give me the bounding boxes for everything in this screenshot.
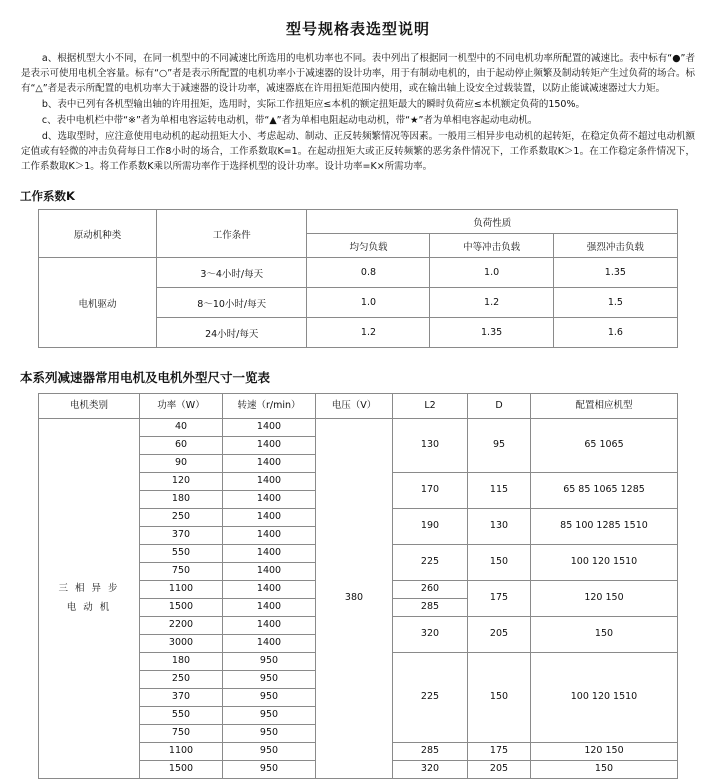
cell-power: 90 (140, 455, 223, 473)
cell-uniform: 0.8 (307, 258, 430, 288)
cell-model: 120 150 (531, 743, 678, 761)
cell-power: 750 (140, 725, 223, 743)
cell-l2: 190 (393, 509, 468, 545)
table-header-row (39, 394, 678, 419)
cell-power: 1500 (140, 599, 223, 617)
cell-l2: 285 (393, 743, 468, 761)
cell-model: 100 120 1510 (531, 653, 678, 743)
cell-power: 120 (140, 473, 223, 491)
header-d: D (468, 394, 531, 419)
cell-speed: 1400 (223, 527, 316, 545)
table-header-row (39, 210, 678, 234)
cell-power: 250 (140, 671, 223, 689)
cell-speed: 950 (223, 743, 316, 761)
paragraph-c: c、表中电机栏中带“※”者为单相电容运转电动机，带“▲”者为单相电阻起动电动机，带“★”者为单相电容起动电动机。 (41, 115, 538, 126)
cell-speed: 1400 (223, 545, 316, 563)
row-label-motor-drive: 电机驱动 (39, 258, 157, 348)
paragraph-a: a、根据机型大小不同，在同一机型中的不同减速比所选用的电机功率也不同。表中列出了根据同一机型中的不同电机功率所配置的减速比。表中标有“●”者是表示可使用电机全容量。标有“○”者是表示所配置的电机功率小于减速器的设计功率，用于有制动电机的，由于起动停止频繁及制动转矩产生过负荷的场合。标有“△”者是表示所配置的电机功率大于减速器的设计功率，减速器底在许用扭矩范围内使用，或在输出轴上设安全过载装置，以防止能诚减速器过大力矩。 (21, 53, 695, 94)
cell-speed: 1400 (223, 419, 316, 437)
cell-speed: 1400 (223, 617, 316, 635)
header-work-condition: 工作条件 (156, 210, 307, 258)
cell-power: 1500 (140, 761, 223, 779)
cell-medium: 1.0 (430, 258, 553, 288)
cell-l2: 130 (393, 419, 468, 473)
header-speed: 转速（r/min） (223, 394, 316, 419)
cell-speed: 1400 (223, 563, 316, 581)
cell-d: 150 (468, 545, 531, 581)
cell-d: 130 (468, 509, 531, 545)
cell-strong: 1.35 (553, 258, 677, 288)
cell-speed: 1400 (223, 491, 316, 509)
cell-power: 550 (140, 707, 223, 725)
cell-model: 120 150 (531, 581, 678, 617)
cell-model: 150 (531, 617, 678, 653)
cell-medium: 1.35 (430, 318, 553, 348)
cell-d: 150 (468, 653, 531, 743)
work-factor-table (38, 209, 678, 348)
header-medium-load: 中等冲击负载 (430, 234, 553, 258)
cell-d: 175 (468, 581, 531, 617)
cell-speed: 1400 (223, 509, 316, 527)
page-title: 型号规格表选型说明 (285, 20, 430, 38)
table-row (39, 419, 678, 437)
cell-power: 60 (140, 437, 223, 455)
header-uniform-load: 均匀负载 (307, 234, 430, 258)
cell-power: 1100 (140, 581, 223, 599)
cell-condition: 24小时/每天 (156, 318, 307, 348)
header-model: 配置相应机型 (531, 394, 678, 419)
cell-power: 1100 (140, 743, 223, 761)
cell-power: 180 (140, 653, 223, 671)
cell-condition: 8～10小时/每天 (156, 288, 307, 318)
header-power: 功率（W） (140, 394, 223, 419)
cell-speed: 1400 (223, 437, 316, 455)
table1-heading: 工作系数K (20, 189, 75, 203)
cell-speed: 1400 (223, 581, 316, 599)
cell-power: 3000 (140, 635, 223, 653)
header-motor-type: 电机类别 (39, 394, 140, 419)
cell-condition: 3～4小时/每天 (156, 258, 307, 288)
header-voltage: 电压（V） (316, 394, 393, 419)
cell-d: 205 (468, 617, 531, 653)
cell-d: 115 (468, 473, 531, 509)
motor-type-label-line1: 三 相 异 步 (58, 583, 120, 595)
cell-strong: 1.5 (553, 288, 677, 318)
cell-model: 65 1065 (531, 419, 678, 473)
cell-model: 65 85 1065 1285 (531, 473, 678, 509)
cell-power: 250 (140, 509, 223, 527)
cell-d: 95 (468, 419, 531, 473)
cell-model: 85 100 1285 1510 (531, 509, 678, 545)
cell-model: 150 (531, 761, 678, 779)
motor-type-label-line2: 电 动 机 (66, 601, 112, 613)
header-strong-load: 强烈冲击负载 (553, 234, 677, 258)
paragraph-b: b、表中已列有各机型输出轴的许用扭矩，选用时，实际工作扭矩应≤本机的额定扭矩最大的瞬时负荷应≤本机额定负荷的150%。 (41, 99, 586, 110)
header-load-nature: 负荷性质 (307, 210, 678, 234)
motor-dimension-table (38, 393, 678, 779)
cell-l2: 320 (393, 761, 468, 779)
cell-speed: 950 (223, 671, 316, 689)
cell-speed: 950 (223, 725, 316, 743)
cell-l2: 225 (393, 545, 468, 581)
cell-power: 550 (140, 545, 223, 563)
cell-speed: 950 (223, 707, 316, 725)
cell-speed: 1400 (223, 455, 316, 473)
header-l2: L2 (393, 394, 468, 419)
cell-speed: 1400 (223, 599, 316, 617)
table-row (39, 258, 678, 288)
cell-l2: 320 (393, 617, 468, 653)
cell-speed: 950 (223, 761, 316, 779)
cell-power: 180 (140, 491, 223, 509)
paragraph-d: d、选取型时，应注意使用电动机的起动扭矩大小、考虑起动、制动、正反转频繁情况等因素。一般用三相异步电动机的起转矩，在稳定负荷不超过电动机额定值或有轻微的冲击负荷每日工作8小时的场合，工作系数取K=1。在起动扭矩大或正反转频繁的恶劣条件情况下，工作系数取K＞1。在工作稳定条件情况下，工作系数取K＞1。将工作系数K乘以所需功率作于选择机型的设计功率。设计功率=K×所需功率。 (21, 131, 695, 172)
cell-speed: 1400 (223, 635, 316, 653)
cell-voltage: 380 (316, 419, 393, 779)
cell-model: 100 120 1510 (531, 545, 678, 581)
cell-power: 40 (140, 419, 223, 437)
cell-medium: 1.2 (430, 288, 553, 318)
cell-power: 370 (140, 527, 223, 545)
header-prime-mover: 原动机种类 (39, 210, 157, 258)
cell-d: 175 (468, 743, 531, 761)
cell-l2: 170 (393, 473, 468, 509)
motor-type-label (39, 419, 140, 779)
cell-l2: 260 (393, 581, 468, 599)
cell-uniform: 1.0 (307, 288, 430, 318)
cell-d: 205 (468, 761, 531, 779)
cell-strong: 1.6 (553, 318, 677, 348)
cell-speed: 950 (223, 689, 316, 707)
cell-power: 370 (140, 689, 223, 707)
cell-l2: 285 (393, 599, 468, 617)
table2-heading: 本系列减速器常用电机及电机外型尺寸一览表 (20, 370, 271, 385)
cell-l2: 225 (393, 653, 468, 743)
cell-power: 750 (140, 563, 223, 581)
cell-speed: 1400 (223, 473, 316, 491)
cell-speed: 950 (223, 653, 316, 671)
cell-power: 2200 (140, 617, 223, 635)
cell-uniform: 1.2 (307, 318, 430, 348)
